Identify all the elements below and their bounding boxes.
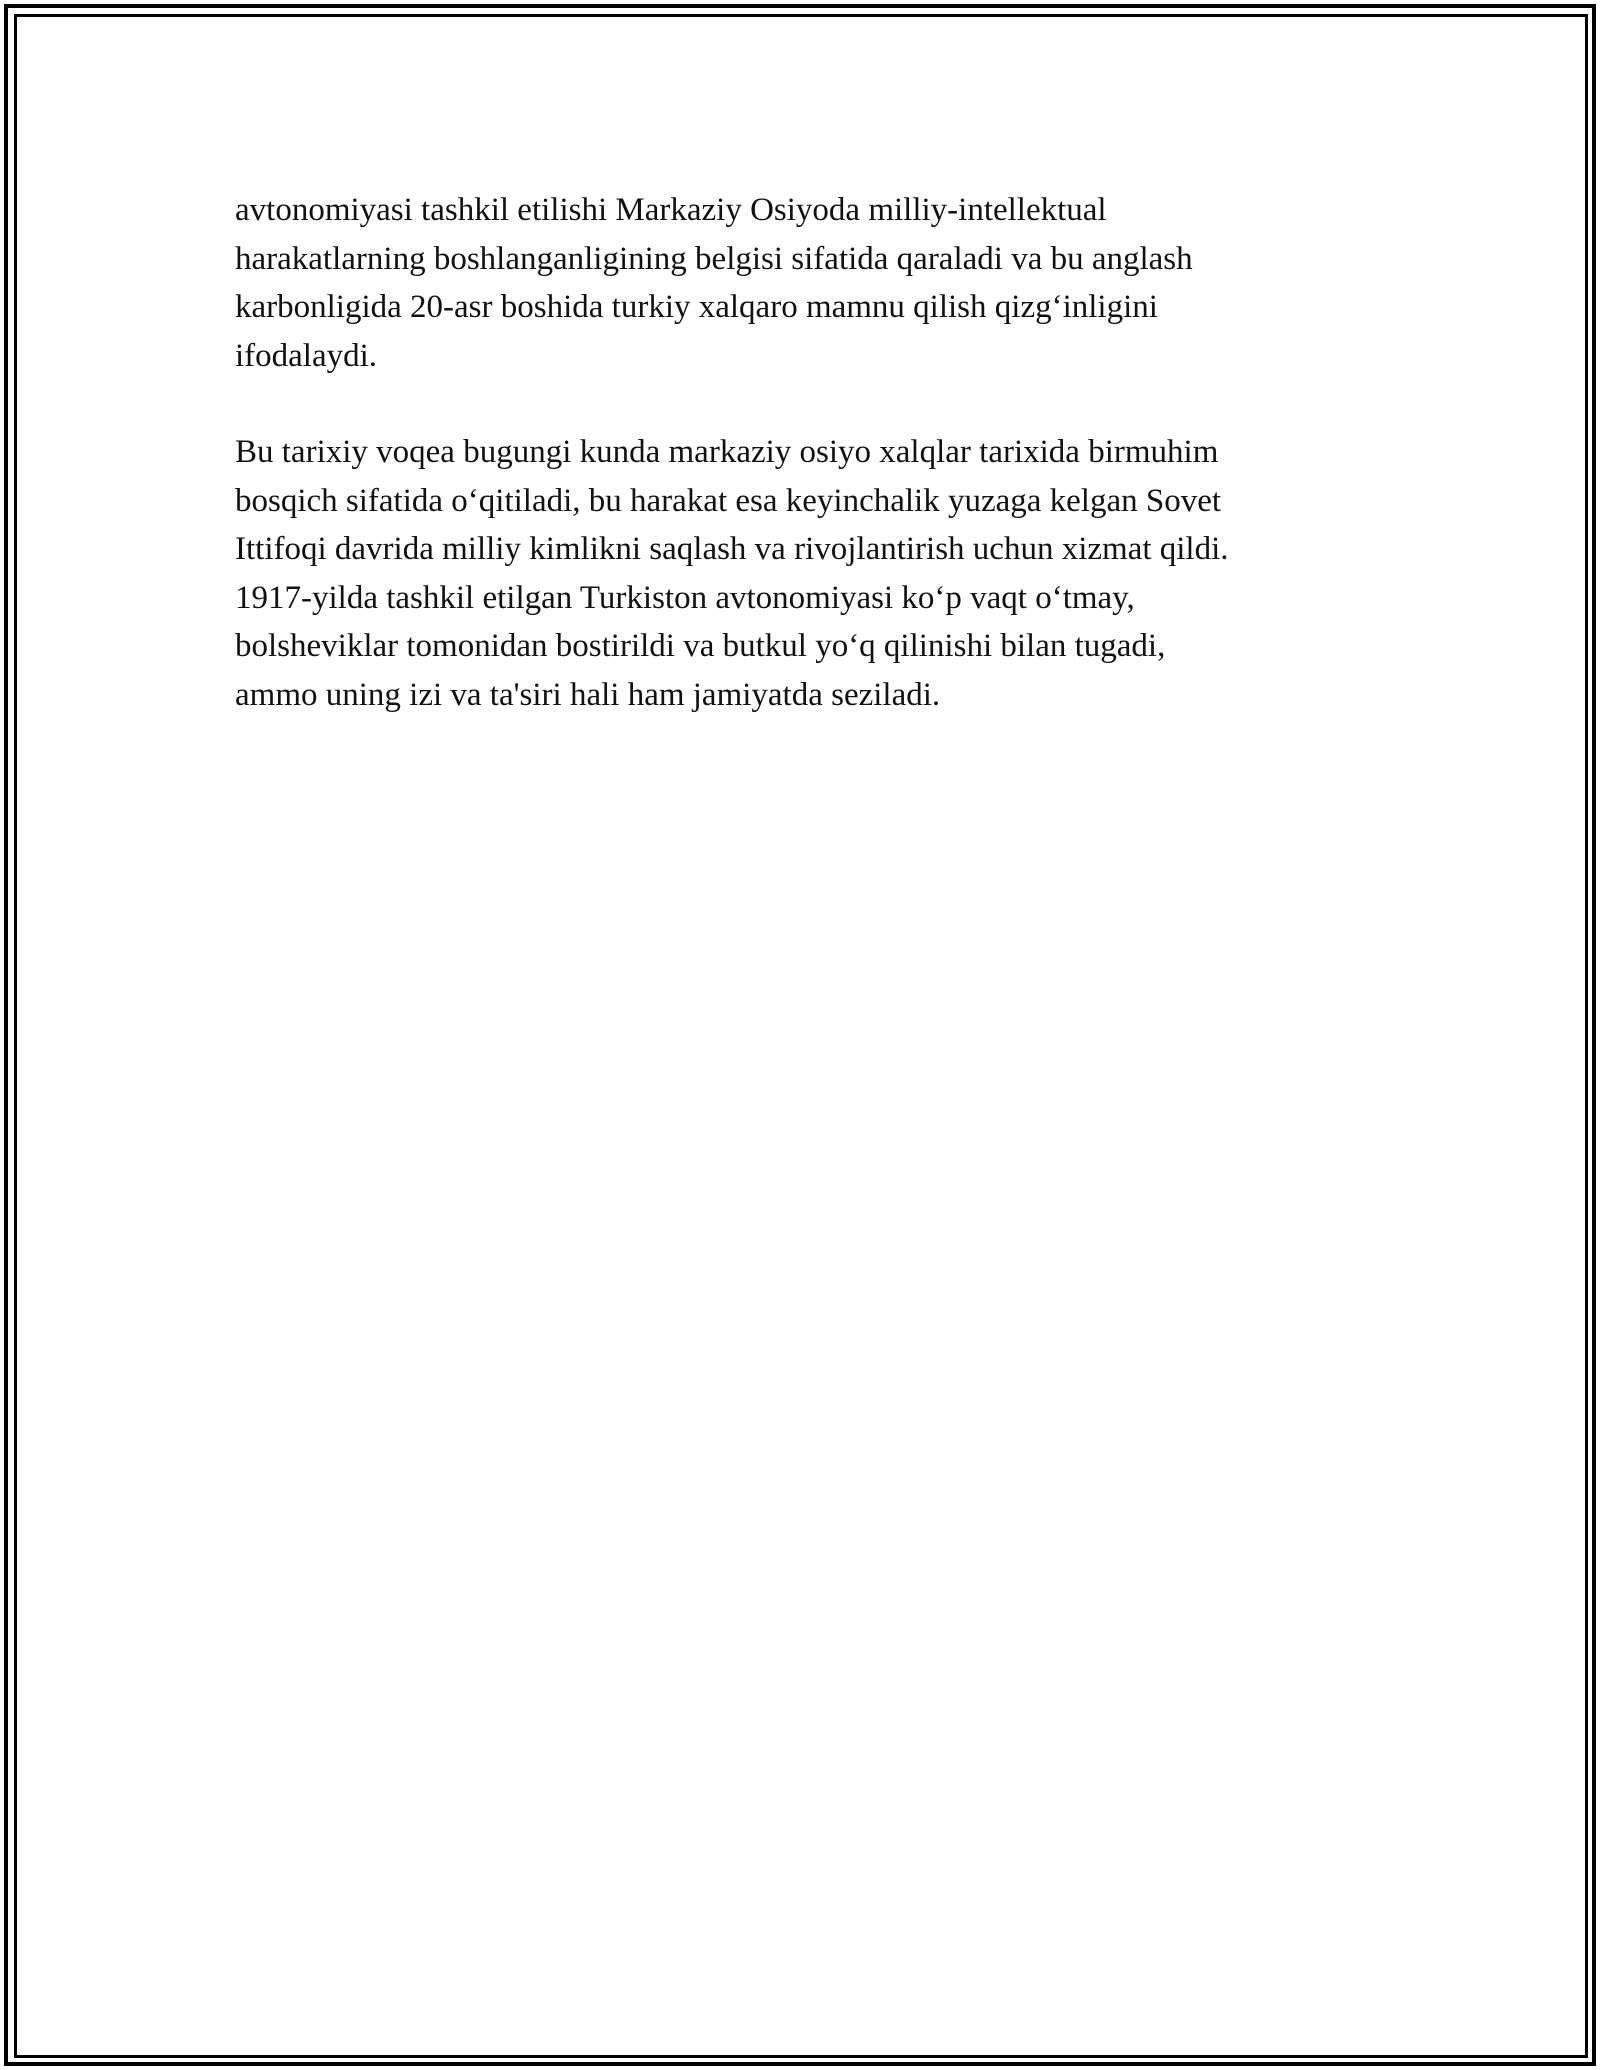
text-line: Ittifoqi davrida milliy kimlikni saqlash va rivojlantirish uchun xizmat qildi. xyxy=(235,531,1229,567)
document-body xyxy=(235,186,1395,719)
paragraph-2 xyxy=(235,428,1395,719)
text-line: avtonomiyasi tashkil etilishi Markaziy Osiyoda milliy-intellektual xyxy=(235,192,1107,228)
text-line: harakatlarning boshlanganligining belgisi sifatida qaraladi va bu anglash xyxy=(235,240,1193,277)
paragraph-1 xyxy=(235,186,1395,380)
text-line: bosqich sifatida o‘qitiladi, bu harakat esa keyinchalik yuzaga kelgan Sovet xyxy=(235,482,1222,519)
text-line: Bu tarixiy voqea bugungi kunda markaziy osiyo xalqlar tarixida birmuhim xyxy=(235,434,1219,470)
text-line: 1917-yilda tashkil etilgan Turkiston avtonomiyasi ko‘p vaqt o‘tmay, xyxy=(235,579,1135,616)
text-line: ammo uning izi va ta'siri hali ham jamiyatda seziladi. xyxy=(235,676,941,713)
text-line: karbonligida 20-asr boshida turkiy xalqaro mamnu qilish qizg‘inligini xyxy=(235,289,1158,325)
text-line: ifodalaydi. xyxy=(235,337,378,374)
text-line: bolsheviklar tomonidan bostirildi va butkul yo‘q qilinishi bilan tugadi, xyxy=(235,628,1166,664)
